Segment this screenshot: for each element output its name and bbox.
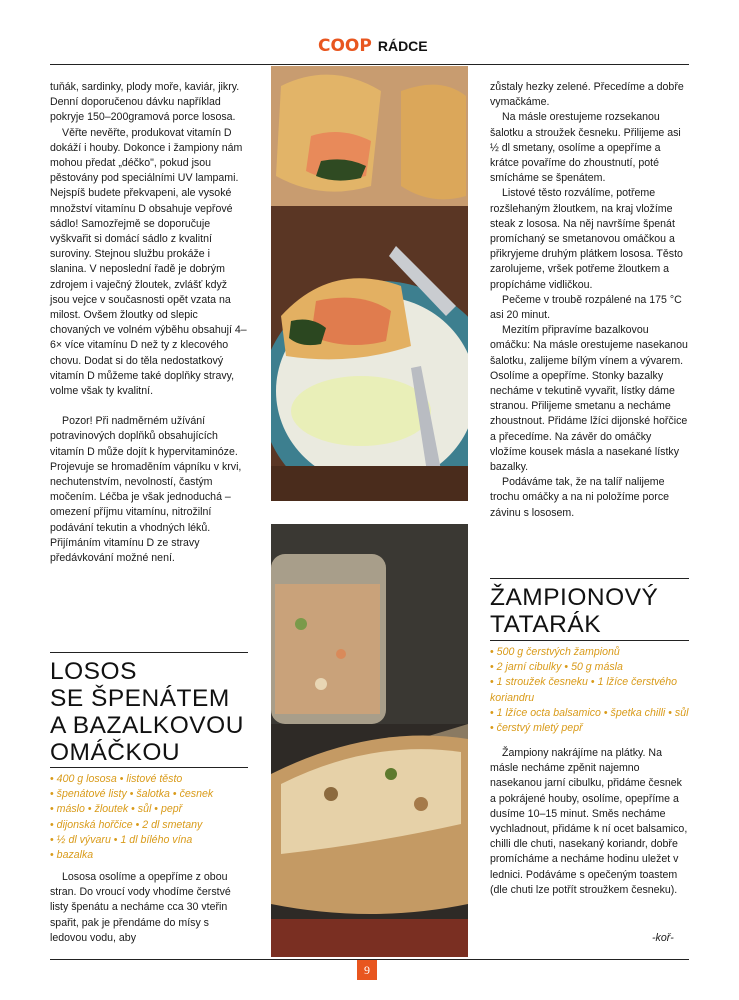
ingredient: špenátové listy xyxy=(56,788,127,801)
paragraph: Pečeme v troubě rozpálené na 175 °C asi 20 minut. xyxy=(490,293,682,322)
paragraph: Žampiony nakrájíme na plátky. Na másle necháme zpěnit najemno nasekanou jarní cibulku, přidáme česnek a pokrájené houby, osolíme, opepříme a dusíme 10–15 minut. Směs necháme vychladnout, přidáme k ní ocet balsamico, chilli dle chuti, nasekaný koriandr, dobře promícháme a necháme hodinu uležet v lednici. Podáváme s opečeným toastem (dle chuti lze potřít stroužkem česneku). xyxy=(490,747,688,896)
ingredient: dijonská hořčice xyxy=(56,818,133,831)
ingredient: 1 dl bílého vína xyxy=(120,833,193,846)
recipe1-method-continued xyxy=(490,80,690,521)
paragraph: Mezitím připravíme bazalkovou omáčku: Na másle orestujeme nasekanou šalotku, zalijeme bílým vínem a vývarem. Osolíme a opepříme. Stonky bazalky necháme v tekutině vyvařit, lístky dáme stranou. Přilijeme smetanu a necháme zhoustnout. Přidáme lžíci dijonské hořčice a přecedíme. Na závěr do omáčky vložíme kousek másla a nasekané lístky bazalky. xyxy=(490,324,688,474)
article-column-left xyxy=(50,80,248,566)
ingredient: čerstvý mletý pepř xyxy=(496,722,583,735)
ingredient: česnek xyxy=(179,788,214,801)
section-rule xyxy=(490,578,689,579)
ingredient: ½ dl vývaru xyxy=(56,833,111,846)
page-number: 9 xyxy=(357,960,377,980)
mushroom-photo-illustration xyxy=(271,524,468,957)
section-title: RÁDCE xyxy=(377,38,428,54)
section-rule xyxy=(490,640,689,641)
ingredient: bazalka xyxy=(56,849,94,862)
paragraph: Podáváme tak, že na talíř nalijeme trochu omáčky a na ni položíme porce závinu s lososem. xyxy=(490,476,670,519)
page-header xyxy=(318,36,428,56)
title-line: LOSOS xyxy=(50,658,137,685)
ingredient: 2 jarní cibulky xyxy=(496,661,562,674)
ingredient: žloutek xyxy=(94,803,129,816)
recipe2-ingredients: • 500 g čerstvých žampionů • 2 jarní cibulky • 50 g másla • 1 stroužek česneku • 1 lžíce čerstvého koriandru • 1 lžíce octa balsamico • špetka chilli • sůl • čerstvý mletý pepř xyxy=(490,646,689,735)
paragraph: Listové těsto rozválíme, potřeme rozšlehaným žloutkem, na kraj vložíme steak z lososa. Na něj navršíme špenát promíchaný se smetanovou omáčkou a přikryjeme druhým plátkem lososa. Těsto zarolujeme, vršek potřeme žloutkem a propícháme vidličkou. xyxy=(490,187,683,291)
paragraph: zůstaly hezky zelené. Přecedíme a dobře vymačkáme. xyxy=(490,81,684,109)
section-rule xyxy=(50,652,248,653)
salmon-wellington-photo xyxy=(271,66,468,501)
top-rule xyxy=(50,64,689,65)
title-line: TATARÁK xyxy=(490,611,602,638)
title-line: SE ŠPENÁTEM xyxy=(50,685,230,712)
ingredient: 1 stroužek česneku xyxy=(496,676,588,689)
recipe1-method-start xyxy=(50,870,248,946)
recipe2-method xyxy=(490,746,690,898)
mushroom-tartare-photo xyxy=(271,524,468,957)
paragraph: Věřte nevěřte, produkovat vitamín D dokáží i houby. Dokonce i žampiony nám mohou předat „déčko", pokud jsou pěstovány pod speciálními UV lampami. Nejspíš budete překvapeni, ale vysoké množství vitamínu D obsahuje vepřové sádlo! Samozřejmě se doporučuje vyškvařit si domácí sádlo z kvalitní suroviny. Stejnou službu prokáže i slanina. V neposlední řadě je dobrým zdrojem i vaječný žloutek, zvlášť když jsou vejce v současnosti opět vzata na milost. Ovšem žloutky od slepic chovaných ve volném výběhu obsahují 4–6× více vitamínu D než ty z klecového chovu. Dodat si do těla nedostatkový vitamín D můžeme také doplňky stravy, volme však ty kvalitní. xyxy=(50,126,247,398)
ingredient: 1 lžíce čerstvého koriandru xyxy=(490,676,678,704)
recipe1-title xyxy=(50,658,250,766)
title-line: OMÁČKOU xyxy=(50,739,181,766)
ingredient: 2 dl smetany xyxy=(142,818,203,831)
section-rule xyxy=(50,767,248,768)
title-line: ŽAMPIONOVÝ xyxy=(490,584,659,611)
ingredient: 1 lžíce octa balsamico xyxy=(496,706,601,719)
ingredient: pepř xyxy=(160,803,183,816)
paragraph: Na másle orestujeme rozsekanou šalotku a stroužek česneku. Přilijeme asi ½ dl smetany, osolíme a opepříme a krátce povaříme do zhoustnutí, poté smícháme se špenátem. xyxy=(490,111,681,185)
ingredient: máslo xyxy=(56,803,85,816)
ingredient: sůl xyxy=(137,803,152,816)
title-line: A BAZALKOVOU xyxy=(50,712,244,739)
paragraph-warning: Pozor! Při nadměrném užívání potravinových doplňků obsahujících vitamín D může dojít k hypervitaminóze. Projevuje se hromaděním vápníku v krvi, nechutenstvím, nevolností, častým močením. Léčba je však jednoduchá – omezení příjmu vitamínu, nitrožilní podávání tekutin a vhodných léků. Přijímáním vitamínu D ze stravy předávkování možné není. xyxy=(50,415,242,565)
paragraph: tuňák, sardinky, plody moře, kaviár, jikry. Denní doporučenou dávku například pokryje 150–200gramová porce lososa. xyxy=(50,81,240,124)
recipe2-title xyxy=(490,584,690,638)
ingredient: listové těsto xyxy=(126,773,183,785)
coop-logo: COOP xyxy=(318,36,372,56)
ingredient: špetka chilli xyxy=(610,706,666,719)
ingredient: sůl xyxy=(674,706,689,719)
ingredient: 500 g čerstvých žampionů xyxy=(496,646,620,658)
salmon-photo-illustration xyxy=(271,66,468,501)
author-signature: -koř- xyxy=(652,932,674,944)
ingredient: šalotka xyxy=(136,788,170,801)
paragraph: Lososa osolíme a opepříme z obou stran. Do vroucí vody vhodíme čerstvé listy špenátu a necháme cca 30 vteřin spařit, pak je přendáme do mísy s ledovou vodu, aby xyxy=(50,871,231,944)
ingredient: 50 g másla xyxy=(571,661,623,674)
ingredient: 400 g lososa xyxy=(56,773,117,785)
recipe1-ingredients: • 400 g lososa • listové těsto • špenátové listy • šalotka • česnek • máslo • žloutek • sůl • pepř • dijonská hořčice • 2 dl smetany • ½ dl vývaru • 1 dl bílého vína • bazalka xyxy=(50,773,214,862)
